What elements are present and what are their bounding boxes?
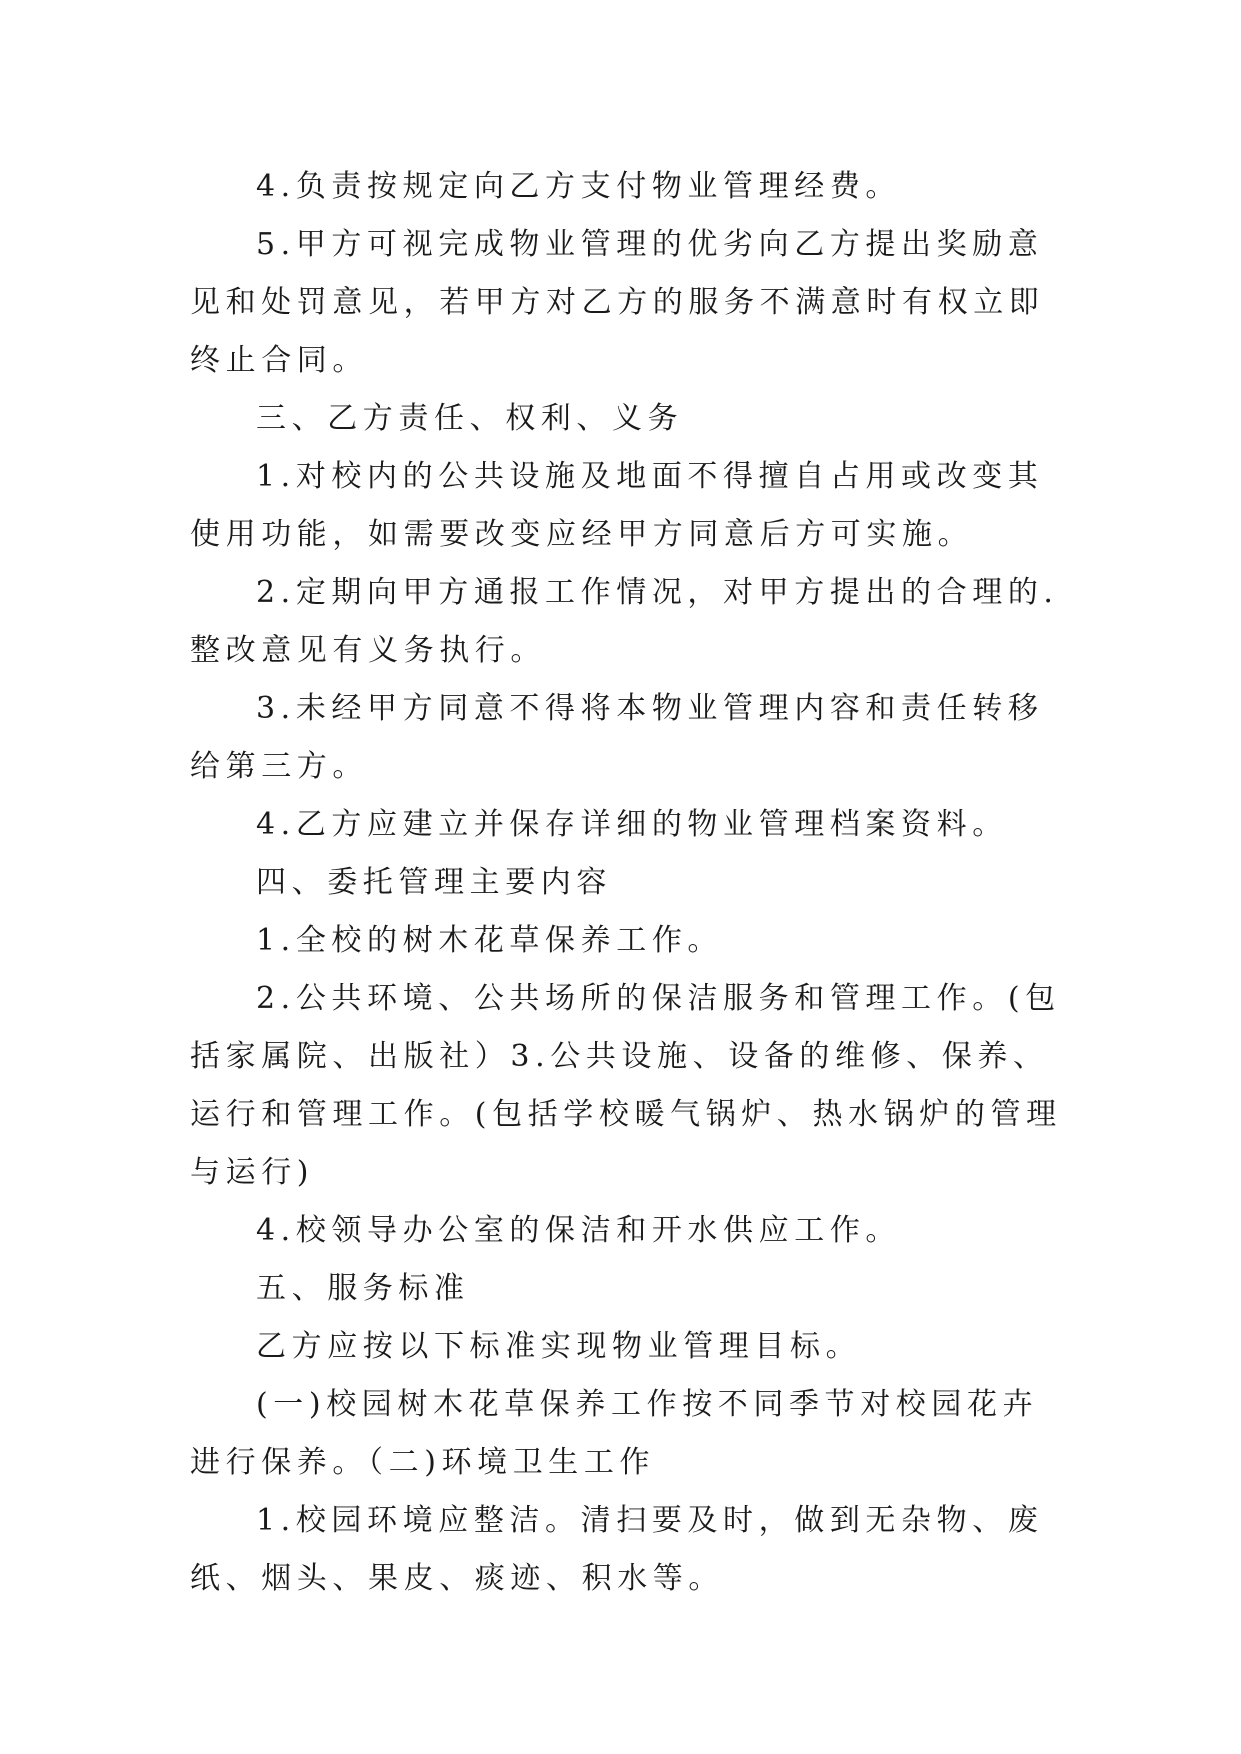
- paragraph-reward-penalty: 5.甲方可视完成物业管理的优劣向乙方提出奖励意见和处罚意见，若甲方对乙方的服务不满意时有权立即终止合同。: [190, 227, 1045, 378]
- paragraph-standards-intro: 乙方应按以下标准实现物业管理目标。: [256, 1329, 862, 1364]
- paragraph-campus-greening: (一)校园树木花草保养工作按不同季节对校园花卉进行保养。（二)环境卫生工作: [190, 1387, 1039, 1480]
- paragraph-work-report: 2.定期向甲方通报工作情况，对甲方提出的合理的.整改意见有义务执行。: [190, 575, 1059, 668]
- paragraph-cleaning-and-maintenance: 2.公共环境、公共场所的保洁服务和管理工作。(包括家属院、出版社）3.公共设施、设备的维修、保养、运行和管理工作。(包括学校暖气锅炉、热水锅炉的管理与运行): [190, 981, 1062, 1190]
- document-body: [190, 158, 1070, 1608]
- paragraph-no-transfer: 3.未经甲方同意不得将本物业管理内容和责任转移给第三方。: [190, 691, 1044, 784]
- paragraph-archives: 4.乙方应建立并保存详细的物业管理档案资料。: [256, 807, 1008, 842]
- section-heading-party-b-duties: 三、乙方责任、权利、义务: [256, 401, 684, 436]
- section-heading-entrusted-content: 四、委托管理主要内容: [256, 865, 612, 900]
- paragraph-public-facilities: 1.对校内的公共设施及地面不得擅自占用或改变其使用功能，如需要改变应经甲方同意后方可实施。: [190, 459, 1044, 552]
- paragraph-environment-cleanliness: 1.校园环境应整洁。清扫要及时，做到无杂物、废纸、烟头、果皮、痰迹、积水等。: [190, 1503, 1044, 1596]
- paragraph-office-cleaning: 4.校领导办公室的保洁和开水供应工作。: [256, 1213, 902, 1248]
- paragraph-greenery: 1.全校的树木花草保养工作。: [256, 923, 724, 958]
- paragraph-fee-payment: 4.负责按规定向乙方支付物业管理经费。: [256, 169, 902, 204]
- section-heading-service-standards: 五、服务标准: [256, 1271, 470, 1306]
